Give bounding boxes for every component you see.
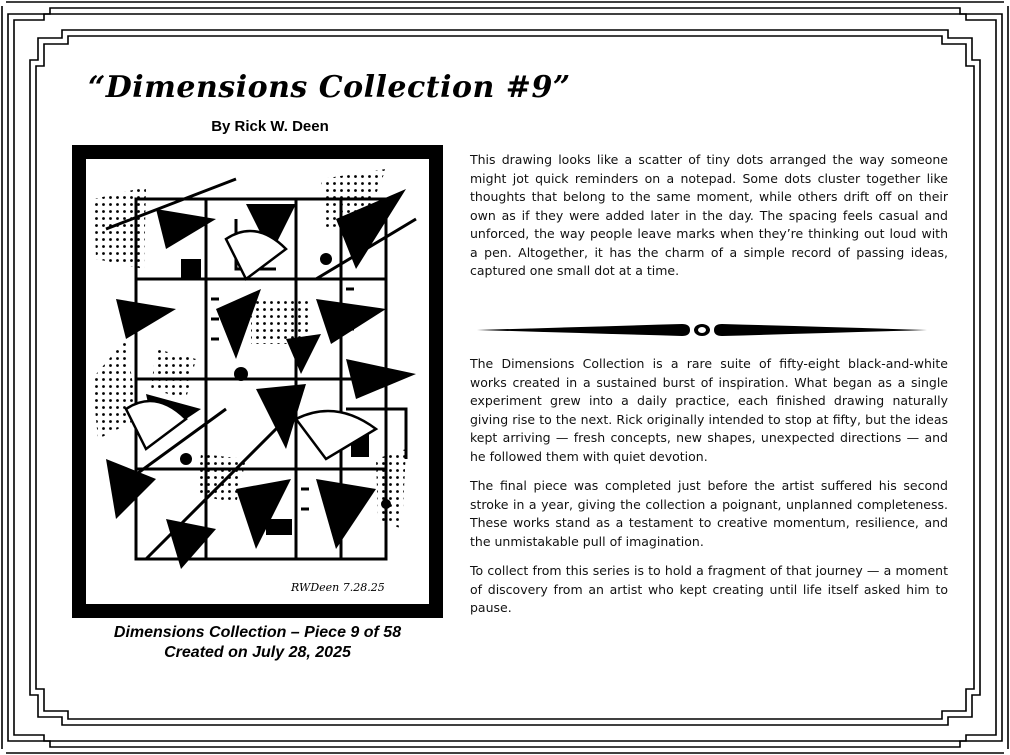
artwork-drawing [86, 159, 429, 604]
final-piece-paragraph: The final piece was completed just before the artist suffered his second stroke in a year, giving the collection a poignant, unplanned completeness. These works stand as a testament to creative momentum, resilience, and the unmistakable pull of imagination. [470, 478, 948, 549]
artist-byline: By Rick W. Deen [211, 118, 329, 135]
artwork-signature: RWDeen 7.28.25 [291, 581, 385, 594]
caption-piece-number: Dimensions Collection – Piece 9 of 58 [113, 624, 402, 641]
artwork-frame [72, 145, 443, 618]
description-paragraph: This drawing looks like a scatter of tiny dots arranged the way someone might jot quick reminders on a notepad. Some dots cluster together like thoughts that belong to the same moment, while others drift off on their own as if they were added later in the day. The spacing feels casual and unforced, the way people leave marks when they’re thinking out loud with a pen. Altogether, it has the charm of a simple record of passing ideas, captured one small dot at a time. [470, 152, 948, 278]
ornamental-divider [477, 318, 927, 342]
caption-created-date: Created on July 28, 2025 [164, 644, 351, 661]
page-title: “Dimensions Collection #9” [88, 70, 571, 105]
artwork-caption [90, 623, 425, 663]
collection-paragraph: The Dimensions Collection is a rare suite of fifty-eight black-and-white works created in a sustained burst of inspiration. What began as a single experiment grew into a daily practice, each finished drawing naturally giving rise to the next. Rick originally intended to stop at fifty, but the ideas kept arriving — fresh concepts, new shapes, unexpected directions — and he followed them with quiet devotion. [470, 356, 948, 464]
collect-paragraph: To collect from this series is to hold a fragment of that journey — a moment of discovery from an artist who kept creating until life itself asked him to pause. [470, 563, 948, 615]
